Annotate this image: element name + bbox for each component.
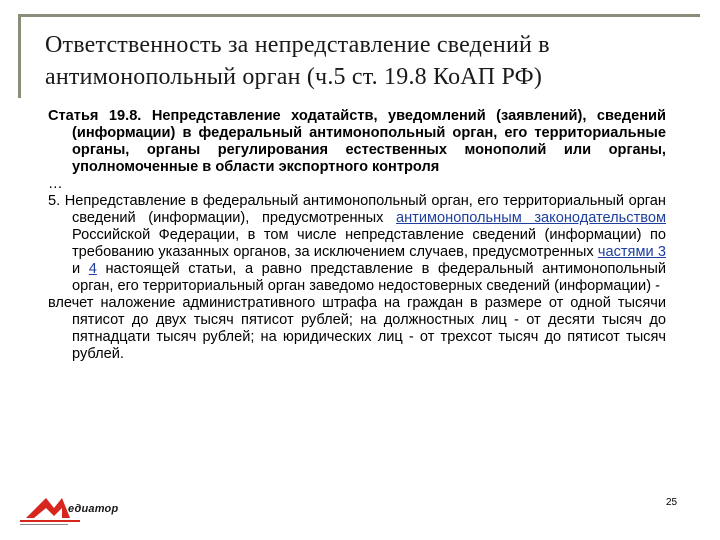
part-4-link[interactable]: 4 <box>88 261 97 277</box>
slide-body <box>48 108 666 363</box>
penalty-paragraph: влечет наложение административного штрафа на граждан в размере от одной тысячи пятисот до двух тысяч пятисот рублей; на должностных лиц - от десяти тысяч до пятнадцати тысяч рублей; на юридических лиц - от трехсот тысяч до пятисот тысяч рублей. <box>48 295 666 362</box>
part-5-paragraph <box>48 193 666 295</box>
slide-title: Ответственность за непредставление сведений в антимонопольный орган (ч.5 ст. 19.8 КоАП РФ) <box>45 32 550 90</box>
ellipsis: … <box>48 176 63 192</box>
part-5-text-2: Российской Федерации, в том числе непредставление сведений (информации) по требованию указанных органов, за исключением случаев, предусмотренных <box>72 227 666 260</box>
antimonopoly-law-link[interactable]: антимонопольным законодательством <box>396 210 666 226</box>
part-5-text-1: 5. Непредставление в федеральный антимонопольный орган, его территориальный орган сведений (информации), предусмотренных <box>48 193 666 226</box>
part-5-text-3: и <box>72 261 89 277</box>
parts-3-link[interactable]: частями 3 <box>597 244 666 260</box>
part-5-text-4: настоящей статьи, а равно представление в федеральный антимонопольный орган, его территориальный орган заведомо недостоверных сведений (информации) - <box>72 261 666 294</box>
page-number: 25 <box>666 497 678 508</box>
logo-text: едиатор <box>68 503 119 515</box>
title-frame <box>18 14 700 98</box>
article-heading: Статья 19.8. Непредставление ходатайств, уведомлений (заявлений), сведений (информации) в федеральный антимонопольный орган, его территориальные органы, органы регулирования естественных монополий или органы, уполномоченные в области экспортного контроля <box>48 108 666 175</box>
